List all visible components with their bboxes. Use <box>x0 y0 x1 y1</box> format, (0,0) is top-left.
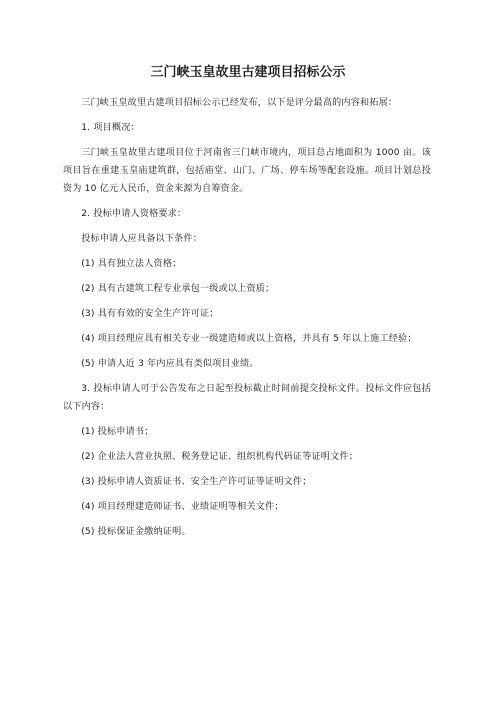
list-item: (2) 企业法人营业执照、税务登记证、组织机构代码证等证明文件； <box>81 452 358 462</box>
list-item: (4) 项目经理应具有相关专业一级建造师或以上资格，并具有 5 年以上施工经验； <box>81 334 417 344</box>
list-item: (2) 具有古建筑工程专业承包一级或以上资质； <box>81 284 275 294</box>
list-item: (1) 具有独立法人资格； <box>81 259 182 269</box>
page-title: 三门峡玉皇故里古建项目招标公示 <box>150 65 346 80</box>
list-item: (5) 申请人近 3 年内应具有类似项目业绩。 <box>81 359 259 369</box>
intro-paragraph: 三门峡玉皇故里古建项目招标公示已经发布，以下是评分最高的内容和拓展： <box>81 98 398 108</box>
document-body <box>63 94 431 548</box>
section-heading-submission: 3. 投标申请人可于公告发布之日起至投标截止时间前提交投标文件。投标文件应包括以下内容： <box>63 384 431 412</box>
list-item: (5) 投标保证金缴纳证明。 <box>81 527 191 537</box>
qualifications-intro: 投标申请人应具备以下条件： <box>81 234 203 244</box>
list-item: (3) 具有有效的安全生产许可证； <box>81 309 219 319</box>
list-item: (1) 投标申请书； <box>81 427 154 437</box>
section-heading-qualifications: 2. 投标申请人资格要求： <box>81 209 187 219</box>
section-heading-overview: 1. 项目概况： <box>81 123 140 133</box>
list-item: (4) 项目经理建造师证书、业绩证明等相关文件； <box>81 502 284 512</box>
overview-paragraph: 三门峡玉皇故里古建项目位于河南省三门峡市境内，项目总占地面积为 1000 亩。该项目旨在重建玉皇庙建筑群，包括庙堂、山门、广场、停车场等配套设施。项目计划总投资为 10 亿元人民币，资金来源为自筹资金。 <box>63 148 431 194</box>
list-item: (3) 投标申请人资质证书、安全生产许可证等证明文件； <box>81 477 312 487</box>
